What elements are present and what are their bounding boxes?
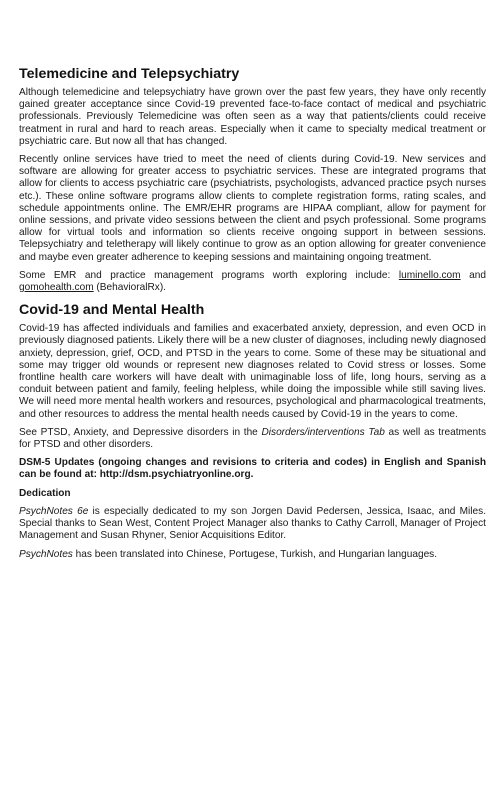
see-ptsd-text: See PTSD, Anxiety, and Depressive disorders in the — [19, 426, 262, 438]
telemedicine-heading: Telemedicine and Telepsychiatry — [19, 66, 240, 82]
telemedicine-paragraph-2: Recently online services have tried to meet the need of clients during Covid-19. New services and software are allowing for greater access to psychiatric services. These are integrated programs that allow for clients to access psychiatric care (psychiatrists, psychologists, advanced practice psych nurses etc.). These online software programs allow clients to complete registration forms, rating scales, and schedule appointments online. The EMR/EHR programs are HIPAA compliant, allow for payment for online sessions, and private video sessions between the client and psych professional. Some programs allow for virtual tools and information so clients receive ongoing support in between sessions. Telepsychiatry and teletherapy will likely continue to grow as an option allowing for greater convenience and maybe even greater adherence to keeping sessions and maintaining ongoing treatment. — [19, 154, 486, 263]
covid-heading: Covid-19 and Mental Health — [19, 302, 205, 319]
dedication-heading: Dedication — [19, 487, 71, 499]
emr-intro-text: Some EMR and practice management programs worth exploring include: — [19, 269, 399, 281]
dedication-text: is especially dedicated to my son Jorgen David Pedersen, Jessica, Isaac, and Miles. Special thanks to Sean West, Content Project Manager also thanks to Cathy Carroll, Manager of Project Management and Susan Rhyner, Senior Acquisitions Editor. — [19, 505, 487, 542]
and-text: and — [460, 269, 486, 281]
treatments-text: as well as treatments for PTSD and other disorders. — [19, 426, 486, 451]
psychnotes-6e-title: PsychNotes 6e — [19, 505, 89, 517]
document-page — [19, 66, 486, 567]
dedication-paragraph-1 — [19, 506, 486, 543]
translation-text: has been translated into Chinese, Portugese, Turkish, and Hungarian languages. — [72, 548, 438, 560]
covid-paragraph-2 — [19, 427, 486, 451]
telemedicine-paragraph-1: Although telemedicine and telepsychiatry have grown over the past few years, they have only recently gained greater acceptance since Covid-19 prevented face-to-face contact of medical and psychiatric professionals. Previously Telemedicine was often seen as a way that patients/clients could receive treatment in rural and hard to reach areas. Especially when it came to specialty medical treatment or psychiatric care. But now all that has changed. — [19, 87, 486, 147]
disorders-tab-reference: Disorders/interventions Tab — [261, 426, 385, 438]
psychnotes-title: PsychNotes — [19, 548, 73, 560]
luminello-link[interactable]: luminello.com — [398, 269, 461, 281]
telemedicine-paragraph-3 — [19, 270, 486, 294]
behavioralrx-text: (BehavioralRx). — [93, 282, 166, 294]
gomohealth-link[interactable]: gomohealth.com — [19, 282, 94, 294]
dedication-paragraph-2 — [19, 549, 486, 561]
dsm-updates-paragraph: DSM-5 Updates (ongoing changes and revisions to criteria and codes) in English and Spanish can be found at: http://dsm.psychiatryonline.org. — [19, 457, 486, 481]
covid-paragraph-1: Covid-19 has affected individuals and families and exacerbated anxiety, depression, and even OCD in previously diagnosed patients. Likely there will be a new cluster of diagnoses, including newly diagnosed anxiety, depression, grief, OCD, and PTSD in the years to come. Some of these may be situational and some may trigger old wounds or represent new diagnoses related to Covid stress or losses. Some frontline health care workers will have dealt with unimaginable loss of life, long hours, serving as a conduit between patient and family, feeling helpless, while doing the impossible while still saving lives. We will need more mental health workers and resources, psychological and pharmacological treatments, and other resources to address the mental health needs caused by Covid-19 in the years to come. — [19, 323, 486, 420]
